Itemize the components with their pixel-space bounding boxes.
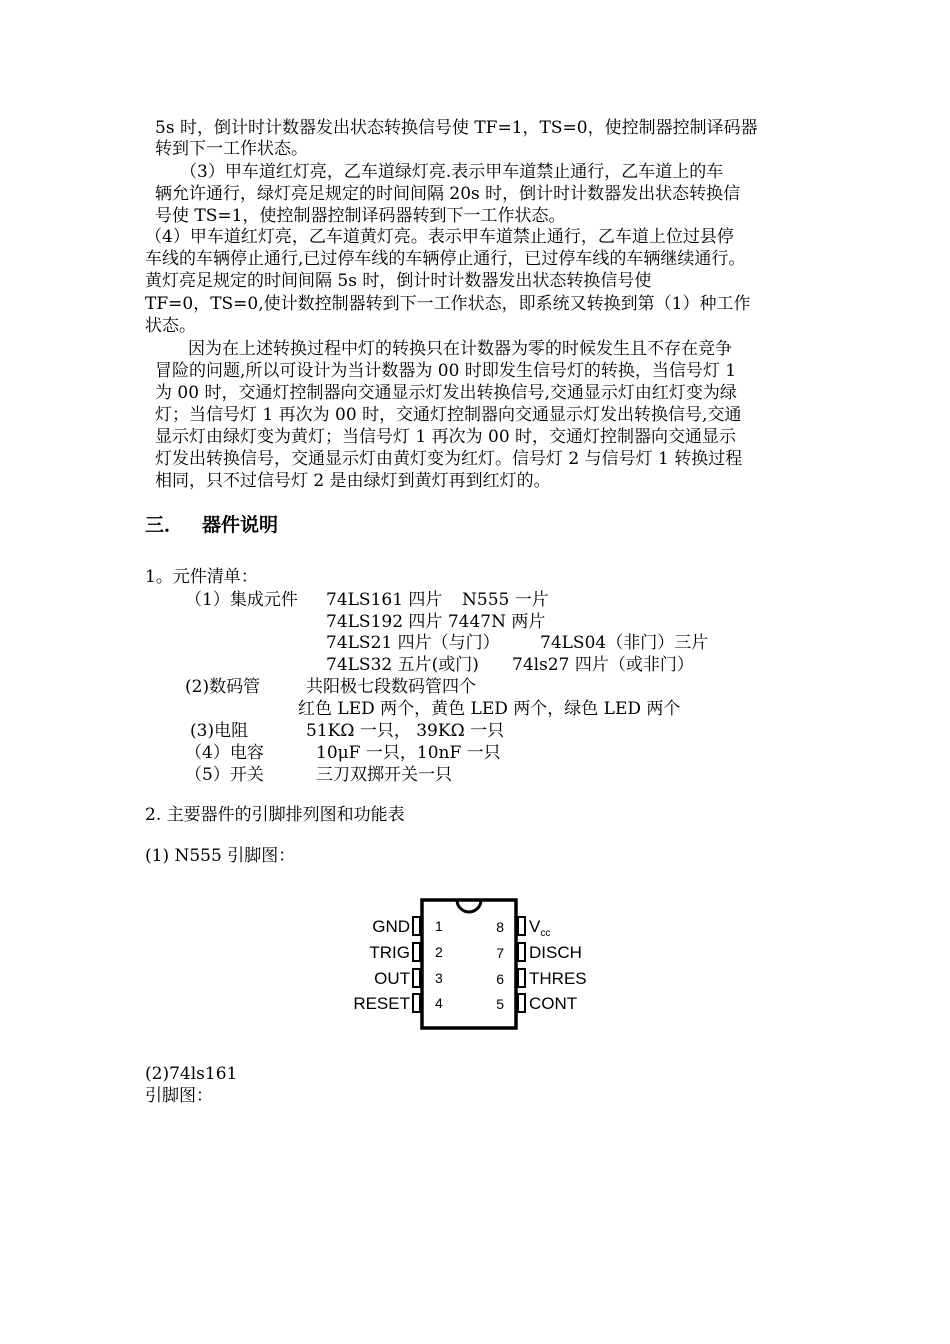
pin-name: THRES	[529, 969, 587, 988]
pin-number: 5	[496, 996, 504, 1012]
led-value: 红色 LED 两个，黄色 LED 两个，绿色 LED 两个	[298, 699, 681, 719]
pin-name: TRIG	[369, 943, 410, 962]
section-number: 三．	[145, 514, 184, 536]
pin-name: OUT	[374, 969, 410, 988]
ic-item: 74LS192 四片 7447N 两片	[326, 612, 546, 632]
paragraph-line: 转到下一工作状态。	[155, 139, 308, 159]
ic-item: 74ls27 四片（或非门）	[512, 655, 694, 675]
pin-number: 7	[496, 945, 504, 961]
paragraph-line: （4）甲车道红灯亮，乙车道黄灯亮。表示甲车道禁止通行，乙车道上位过县停	[145, 227, 734, 247]
pin-number: 8	[496, 919, 504, 935]
paragraph-line: 灯；当信号灯 1 再次为 00 时，交通灯控制器向交通显示灯发出转换信号,交通	[155, 405, 742, 425]
pin-name: DISCH	[529, 943, 582, 962]
pinout-heading: 2. 主要器件的引脚排列图和功能表	[145, 805, 405, 825]
pin-name: $V_{cc}$	[529, 917, 551, 939]
resistor-value: 51KΩ 一只， 39KΩ 一只	[306, 721, 505, 741]
ic-item: 74LS161 四片	[326, 590, 443, 610]
display-value: 共阳极七段数码管四个	[306, 677, 476, 697]
pin-name: CONT	[529, 994, 578, 1013]
paragraph-line: 车线的车辆停止通行,已过停车线的车辆停止通行，已过停车线的车辆继续通行。	[145, 249, 746, 269]
pin-number: 2	[435, 944, 443, 960]
ls161-heading: (2)74ls161	[145, 1064, 238, 1084]
pin-lead	[413, 943, 420, 961]
n555-heading: (1) N555 引脚图：	[145, 846, 296, 866]
pin-lead	[518, 943, 525, 961]
paragraph-line: 显示灯由绿灯变为黄灯；当信号灯 1 再次为 00 时，交通灯控制器向交通显示	[155, 427, 737, 447]
paragraph-line: 号使 TS=1，使控制器控制译码器转到下一工作状态。	[155, 206, 566, 226]
ls161-heading-2: 引脚图：	[145, 1086, 213, 1106]
paragraph-line: 5s 时，倒计时计数器发出状态转换信号使 TF=1，TS=0，使控制器控制译码器	[155, 118, 758, 138]
pin-lead	[518, 994, 525, 1012]
pin-number: 4	[435, 995, 443, 1011]
pin-name: RESET	[353, 994, 410, 1013]
pin-name: GND	[372, 917, 410, 936]
paragraph-line: 为 00 时，交通灯控制器向交通显示灯发出转换信号,交通显示灯由红灯变为绿	[155, 383, 737, 403]
pin-lead	[518, 969, 525, 987]
ic-item: 74LS32 五片(或门)	[326, 655, 479, 675]
pin-lead	[413, 969, 420, 987]
n555-pinout-diagram	[340, 895, 610, 1040]
paragraph-line: 灯发出转换信号，交通显示灯由黄灯变为红灯。信号灯 2 与信号灯 1 转换过程	[155, 449, 743, 469]
display-label: (2)数码管	[185, 677, 261, 697]
paragraph-line: 相同，只不过信号灯 2 是由绿灯到黄灯再到红灯的。	[155, 471, 551, 491]
paragraph-line: TF=0，TS=0,使计数控制器转到下一工作状态，即系统又转换到第（1）种工作	[145, 294, 751, 314]
paragraph-line: 辆允许通行，绿灯亮足规定的时间间隔 20s 时，倒计时计数器发出状态转换信	[155, 184, 741, 204]
ic-label: （1）集成元件	[185, 590, 298, 610]
ic-item: 74LS21 四片（与门）	[326, 633, 500, 653]
pin-lead	[518, 917, 525, 935]
paragraph-line: 因为在上述转换过程中灯的转换只在计数器为零的时候发生且不存在竞争	[188, 339, 732, 359]
paragraph-line: 状态。	[145, 316, 196, 336]
paragraph-line: 冒险的问题,所以可设计为当计数器为 00 时即发生信号灯的转换，当信号灯 1	[155, 361, 737, 381]
pin-lead	[413, 917, 420, 935]
pin-lead	[413, 994, 420, 1012]
resistor-label: (3)电阻	[190, 721, 249, 741]
section-title: 器件说明	[202, 514, 279, 536]
ic-item: N555 一片	[462, 590, 549, 610]
switch-label: （5）开关	[185, 765, 264, 785]
switch-value: 三刀双掷开关一只	[316, 765, 452, 785]
capacitor-label: （4）电容	[185, 743, 264, 763]
pin-number: 6	[496, 971, 504, 987]
capacitor-value: 10μF 一只，10nF 一只	[316, 743, 501, 763]
paragraph-line: 黄灯亮足规定的时间间隔 5s 时，倒计时计数器发出状态转换信号使	[145, 271, 652, 291]
paragraph-line: （3）甲车道红灯亮，乙车道绿灯亮.表示甲车道禁止通行，乙车道上的车	[180, 162, 724, 182]
pin-number: 3	[435, 970, 443, 986]
ic-item: 74LS04（非门）三片	[540, 633, 709, 653]
pin-number: 1	[435, 918, 443, 934]
parts-heading: 1。元件清单：	[145, 567, 258, 587]
